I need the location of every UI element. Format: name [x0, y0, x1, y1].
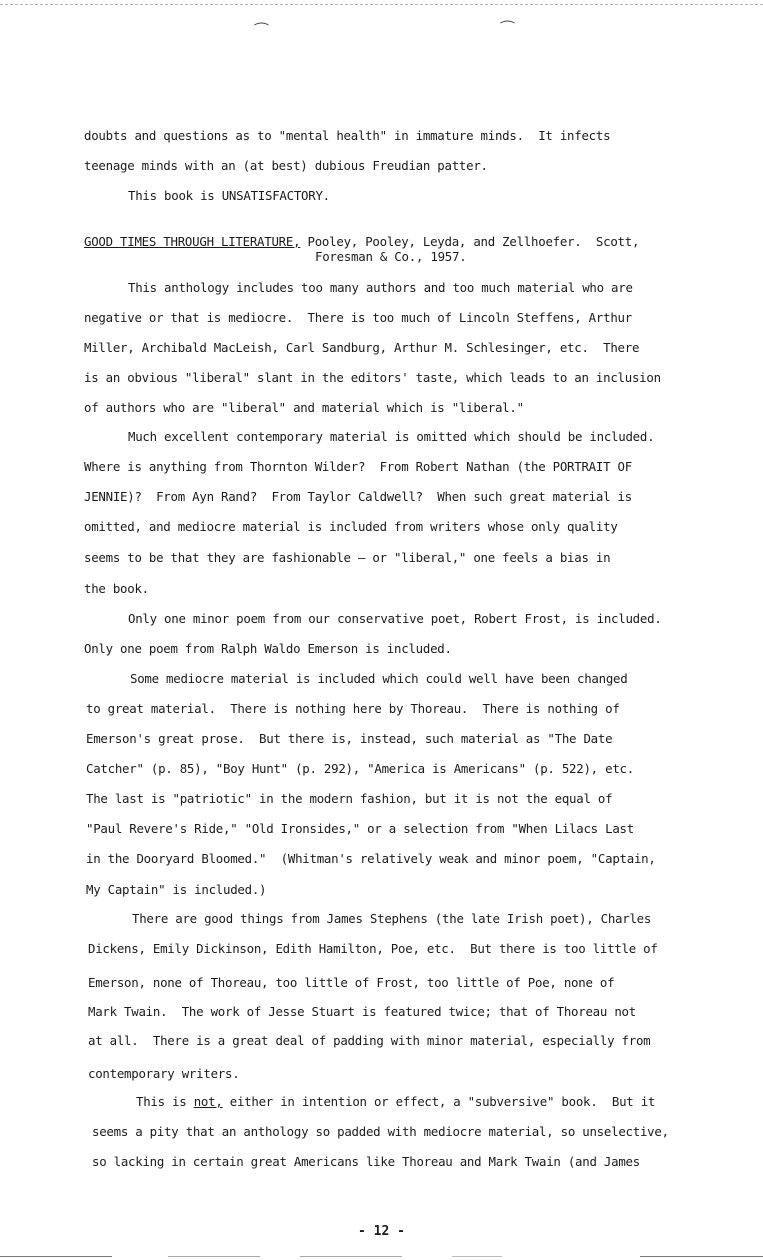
text-line: Some mediocre material is included which could well have been changed — [130, 671, 628, 686]
scan-artifact-line — [640, 1256, 763, 1257]
text-line: seems to be that they are fashionable — or "liberal," one feels a bias in — [84, 550, 611, 565]
this-is: This is — [136, 1094, 194, 1109]
book-publisher: Foresman & Co., 1957. — [315, 249, 467, 264]
text-line: of authors who are "liberal" and material which is "liberal." — [84, 400, 524, 415]
text-line: JENNIE)? From Ayn Rand? From Taylor Caldwell? When such great material is — [84, 489, 632, 504]
text-line: Only one poem from Ralph Waldo Emerson is included. — [84, 641, 452, 656]
scan-mark: ⁀ — [255, 22, 268, 41]
text-line: at all. There is a great deal of padding with minor material, especially from — [88, 1033, 651, 1048]
text-line: is an obvious "liberal" slant in the editors' taste, which leads to an inclusion — [84, 370, 661, 385]
verdict-line: This book is UNSATISFACTORY. — [128, 188, 330, 203]
text-line: Dickens, Emily Dickinson, Edith Hamilton, Poe, etc. But there is too little of — [88, 941, 658, 956]
text-line: Emerson, none of Thoreau, too little of Frost, too little of Poe, none of — [88, 975, 615, 990]
text-line: doubts and questions as to "mental health" in immature minds. It infects — [84, 128, 611, 143]
text-line: seems a pity that an anthology so padded with mediocre material, so unselective, — [92, 1124, 669, 1139]
text-line: Much excellent contemporary material is omitted which should be included. — [128, 429, 655, 444]
text-line: Only one minor poem from our conservative poet, Robert Frost, is included. — [128, 611, 662, 626]
top-dashed-border — [0, 4, 763, 5]
text-line: Catcher" (p. 85), "Boy Hunt" (p. 292), "America is Americans" (p. 522), etc. — [86, 761, 634, 776]
text-line: Where is anything from Thornton Wilder? From Robert Nathan (the PORTRAIT OF — [84, 459, 632, 474]
text-line: There are good things from James Stephens (the late Irish poet), Charles — [132, 911, 652, 926]
text-line: This anthology includes too many authors and too much material who are — [128, 280, 633, 295]
underlined-not: not, — [193, 1094, 223, 1109]
page-number: - 12 - — [358, 1224, 405, 1239]
text-line: in the Dooryard Bloomed." (Whitman's relatively weak and minor poem, "Captain, — [86, 851, 656, 866]
book-authors: Pooley, Pooley, Leyda, and Zellhoefer. Scott, — [307, 234, 640, 249]
text-line: The last is "patriotic" in the modern fashion, but it is not the equal of — [86, 791, 613, 806]
book-title: GOOD TIMES THROUGH LITERATURE, — [84, 234, 301, 249]
text-line: so lacking in certain great Americans like Thoreau and Mark Twain (and James — [92, 1154, 640, 1169]
scan-artifact-line — [452, 1256, 502, 1257]
text-line: Emerson's great prose. But there is, instead, such material as "The Date — [86, 731, 613, 746]
text-line: My Captain" is included.) — [86, 882, 267, 897]
text-line: contemporary writers. — [88, 1066, 240, 1081]
scan-artifact-line — [0, 1256, 112, 1257]
text-line: the book. — [84, 581, 149, 596]
text-line: Miller, Archibald MacLeish, Carl Sandburg, Arthur M. Schlesinger, etc. There — [84, 340, 640, 355]
text-line: "Paul Revere's Ride," "Old Ironsides," or a selection from "When Lilacs Last — [86, 821, 634, 836]
text-line: Mark Twain. The work of Jesse Stuart is featured twice; that of Thoreau not — [88, 1004, 636, 1019]
scan-artifact-line — [168, 1256, 260, 1257]
text-line: negative or that is mediocre. There is too much of Lincoln Steffens, Arthur — [84, 310, 632, 325]
scan-mark: ⁀ — [501, 20, 514, 39]
scan-artifact-line — [300, 1256, 402, 1257]
text-line — [136, 1094, 655, 1110]
text-line-rest: either in intention or effect, a "subversive" book. But it — [229, 1094, 656, 1109]
text-line: to great material. There is nothing here by Thoreau. There is nothing of — [86, 701, 620, 716]
text-line: omitted, and mediocre material is included from writers whose only quality — [84, 519, 618, 534]
text-line: teenage minds with an (at best) dubious Freudian patter. — [84, 158, 488, 173]
book-citation-line — [84, 234, 639, 250]
